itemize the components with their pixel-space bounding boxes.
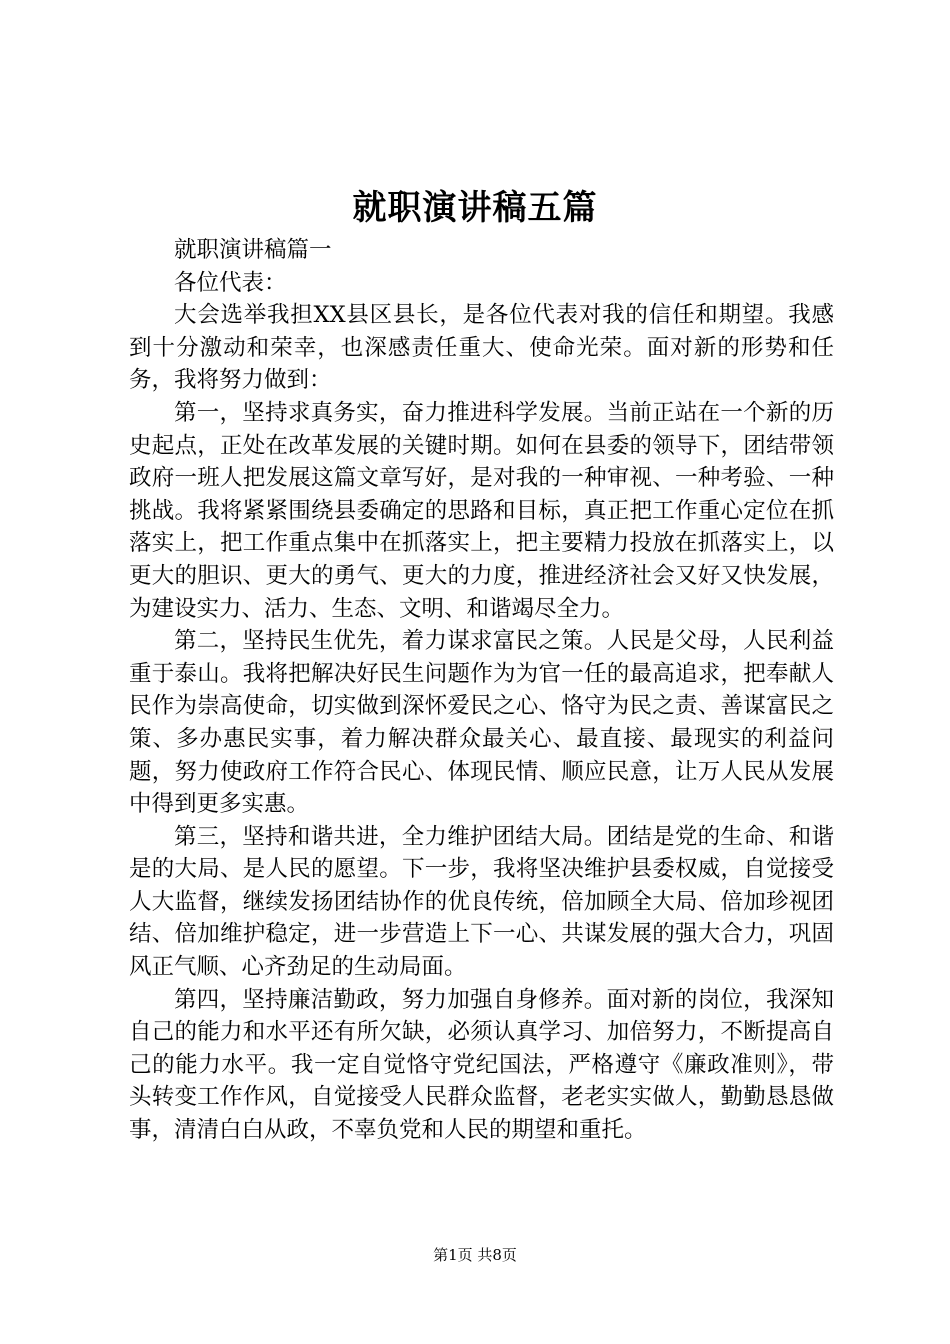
paragraph: 第三，坚持和谐共进，全力维护团结大局。团结是党的生命、和谐是的大局、是人民的愿望。下一步，我将坚决维护县委权威，自觉接受人大监督，继续发扬团结协作的优良传统，倍加顾全大局、倍加珍视团结、倍加维护稳定，进一步营造上下一心、共谋发展的强大合力，巩固风正气顺、心齐劲足的生动局面。 [129,823,834,981]
paragraph: 第一，坚持求真务实，奋力推进科学发展。当前正站在一个新的历史起点，正处在改革发展的关键时期。如何在县委的领导下，团结带领政府一班人把发展这篇文章写好，是对我的一种审视、一种考验、一种挑战。我将紧紧围绕县委确定的思路和目标，真正把工作重心定位在抓落实上，把工作重点集中在抓落实上，把主要精力投放在抓落实上，以更大的胆识、更大的勇气、更大的力度，推进经济社会又好又快发展，为建设实力、活力、生态、文明、和谐竭尽全力。 [129,399,834,622]
paragraph: 第二，坚持民生优先，着力谋求富民之策。人民是父母，人民利益重于泰山。我将把解决好民生问题作为为官一任的最高追求，把奉献人民作为崇高使命，切实做到深怀爱民之心、恪守为民之责、善谋富民之策、多办惠民实事，着力解决群众最关心、最直接、最现实的利益问题，努力使政府工作符合民心、体现民情、顺应民意，让万人民从发展中得到更多实惠。 [129,628,834,818]
salutation: 各位代表： [174,269,287,296]
paragraph: 大会选举我担XX县区县长，是各位代表对我的信任和期望。我感到十分激动和荣幸，也深感责任重大、使命光荣。面对新的形势和任务，我将努力做到： [129,302,834,394]
section-heading: 就职演讲稿篇一 [174,237,332,263]
page-number-footer: 第1页 共8页 [433,1246,517,1264]
document-body [129,234,834,1147]
document-title: 就职演讲稿五篇 [352,188,598,228]
paragraph: 第四，坚持廉洁勤政，努力加强自身修养。面对新的岗位，我深知自己的能力和水平还有所欠缺，必须认真学习、加倍努力，不断提高自己的能力水平。我一定自觉恪守党纪国法，严格遵守《廉政准则》，带头转变工作作风，自觉接受人民群众监督，老老实实做人，勤勤恳恳做事，清清白白从政，不辜负党和人民的期望和重托。 [129,986,834,1144]
